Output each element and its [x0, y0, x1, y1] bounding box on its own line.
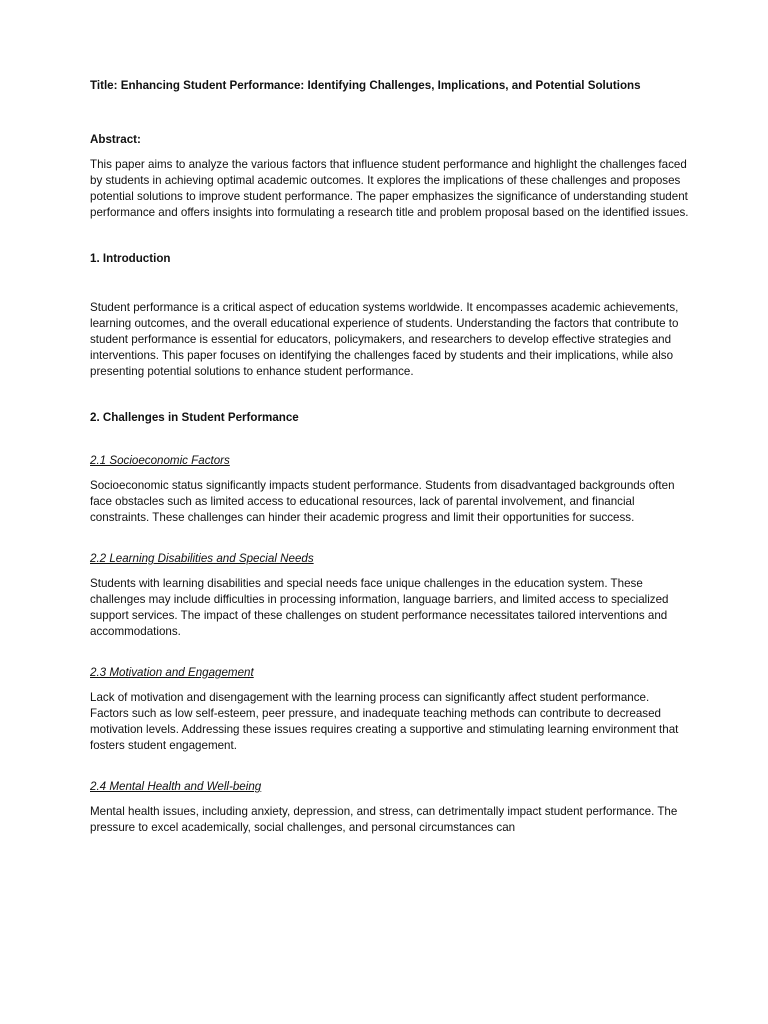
section-heading-introduction: 1. Introduction	[90, 252, 171, 265]
document-body	[90, 78, 690, 836]
motivation-text: Lack of motivation and disengagement with the learning process can significantly affect student performance. Factors such as low self-esteem, peer pressure, and inadequate teaching methods can contribute to decreased motivation levels. Addressing these issues requires creating a supportive and stimulating learning environment that fosters student engagement.	[90, 691, 679, 752]
subsection-heading-learning-disabilities: 2.2 Learning Disabilities and Special Needs	[90, 552, 314, 565]
subsection-heading-mental-health: 2.4 Mental Health and Well-being	[90, 780, 262, 793]
document-title: Title: Enhancing Student Performance: Identifying Challenges, Implications, and Potential Solutions	[90, 79, 641, 92]
section-heading-challenges: 2. Challenges in Student Performance	[90, 411, 299, 424]
introduction-text: Student performance is a critical aspect of education systems worldwide. It encompasses academic achievements, learning outcomes, and the overall educational experience of students. Understanding the factors that contribute to student performance is essential for educators, policymakers, and researchers to develop effective strategies and interventions. This paper focuses on identifying the challenges faced by students and their implications, while also presenting potential solutions to enhance student performance.	[90, 301, 679, 378]
mental-health-text: Mental health issues, including anxiety, depression, and stress, can detrimentally impact student performance. The pressure to excel academically, social challenges, and personal circumstances can	[90, 805, 678, 834]
abstract-heading: Abstract:	[90, 133, 141, 146]
subsection-heading-motivation: 2.3 Motivation and Engagement	[90, 666, 254, 679]
subsection-heading-socioeconomic: 2.1 Socioeconomic Factors	[90, 454, 230, 467]
abstract-text: This paper aims to analyze the various factors that influence student performance and highlight the challenges faced by students in achieving optimal academic outcomes. It explores the implications of these challenges and proposes potential solutions to improve student performance. The paper emphasizes the significance of understanding student performance and offers insights into formulating a research title and problem proposal based on the identified issues.	[90, 158, 689, 219]
socioeconomic-text: Socioeconomic status significantly impacts student performance. Students from disadvantaged backgrounds often face obstacles such as limited access to educational resources, lack of parental involvement, and financial constraints. These challenges can hinder their academic progress and limit their opportunities for success.	[90, 479, 675, 524]
learning-disabilities-text: Students with learning disabilities and special needs face unique challenges in the education system. These challenges may include difficulties in processing information, language barriers, and limited access to specialized support services. The impact of these challenges on student performance necessitates tailored interventions and accommodations.	[90, 577, 669, 638]
